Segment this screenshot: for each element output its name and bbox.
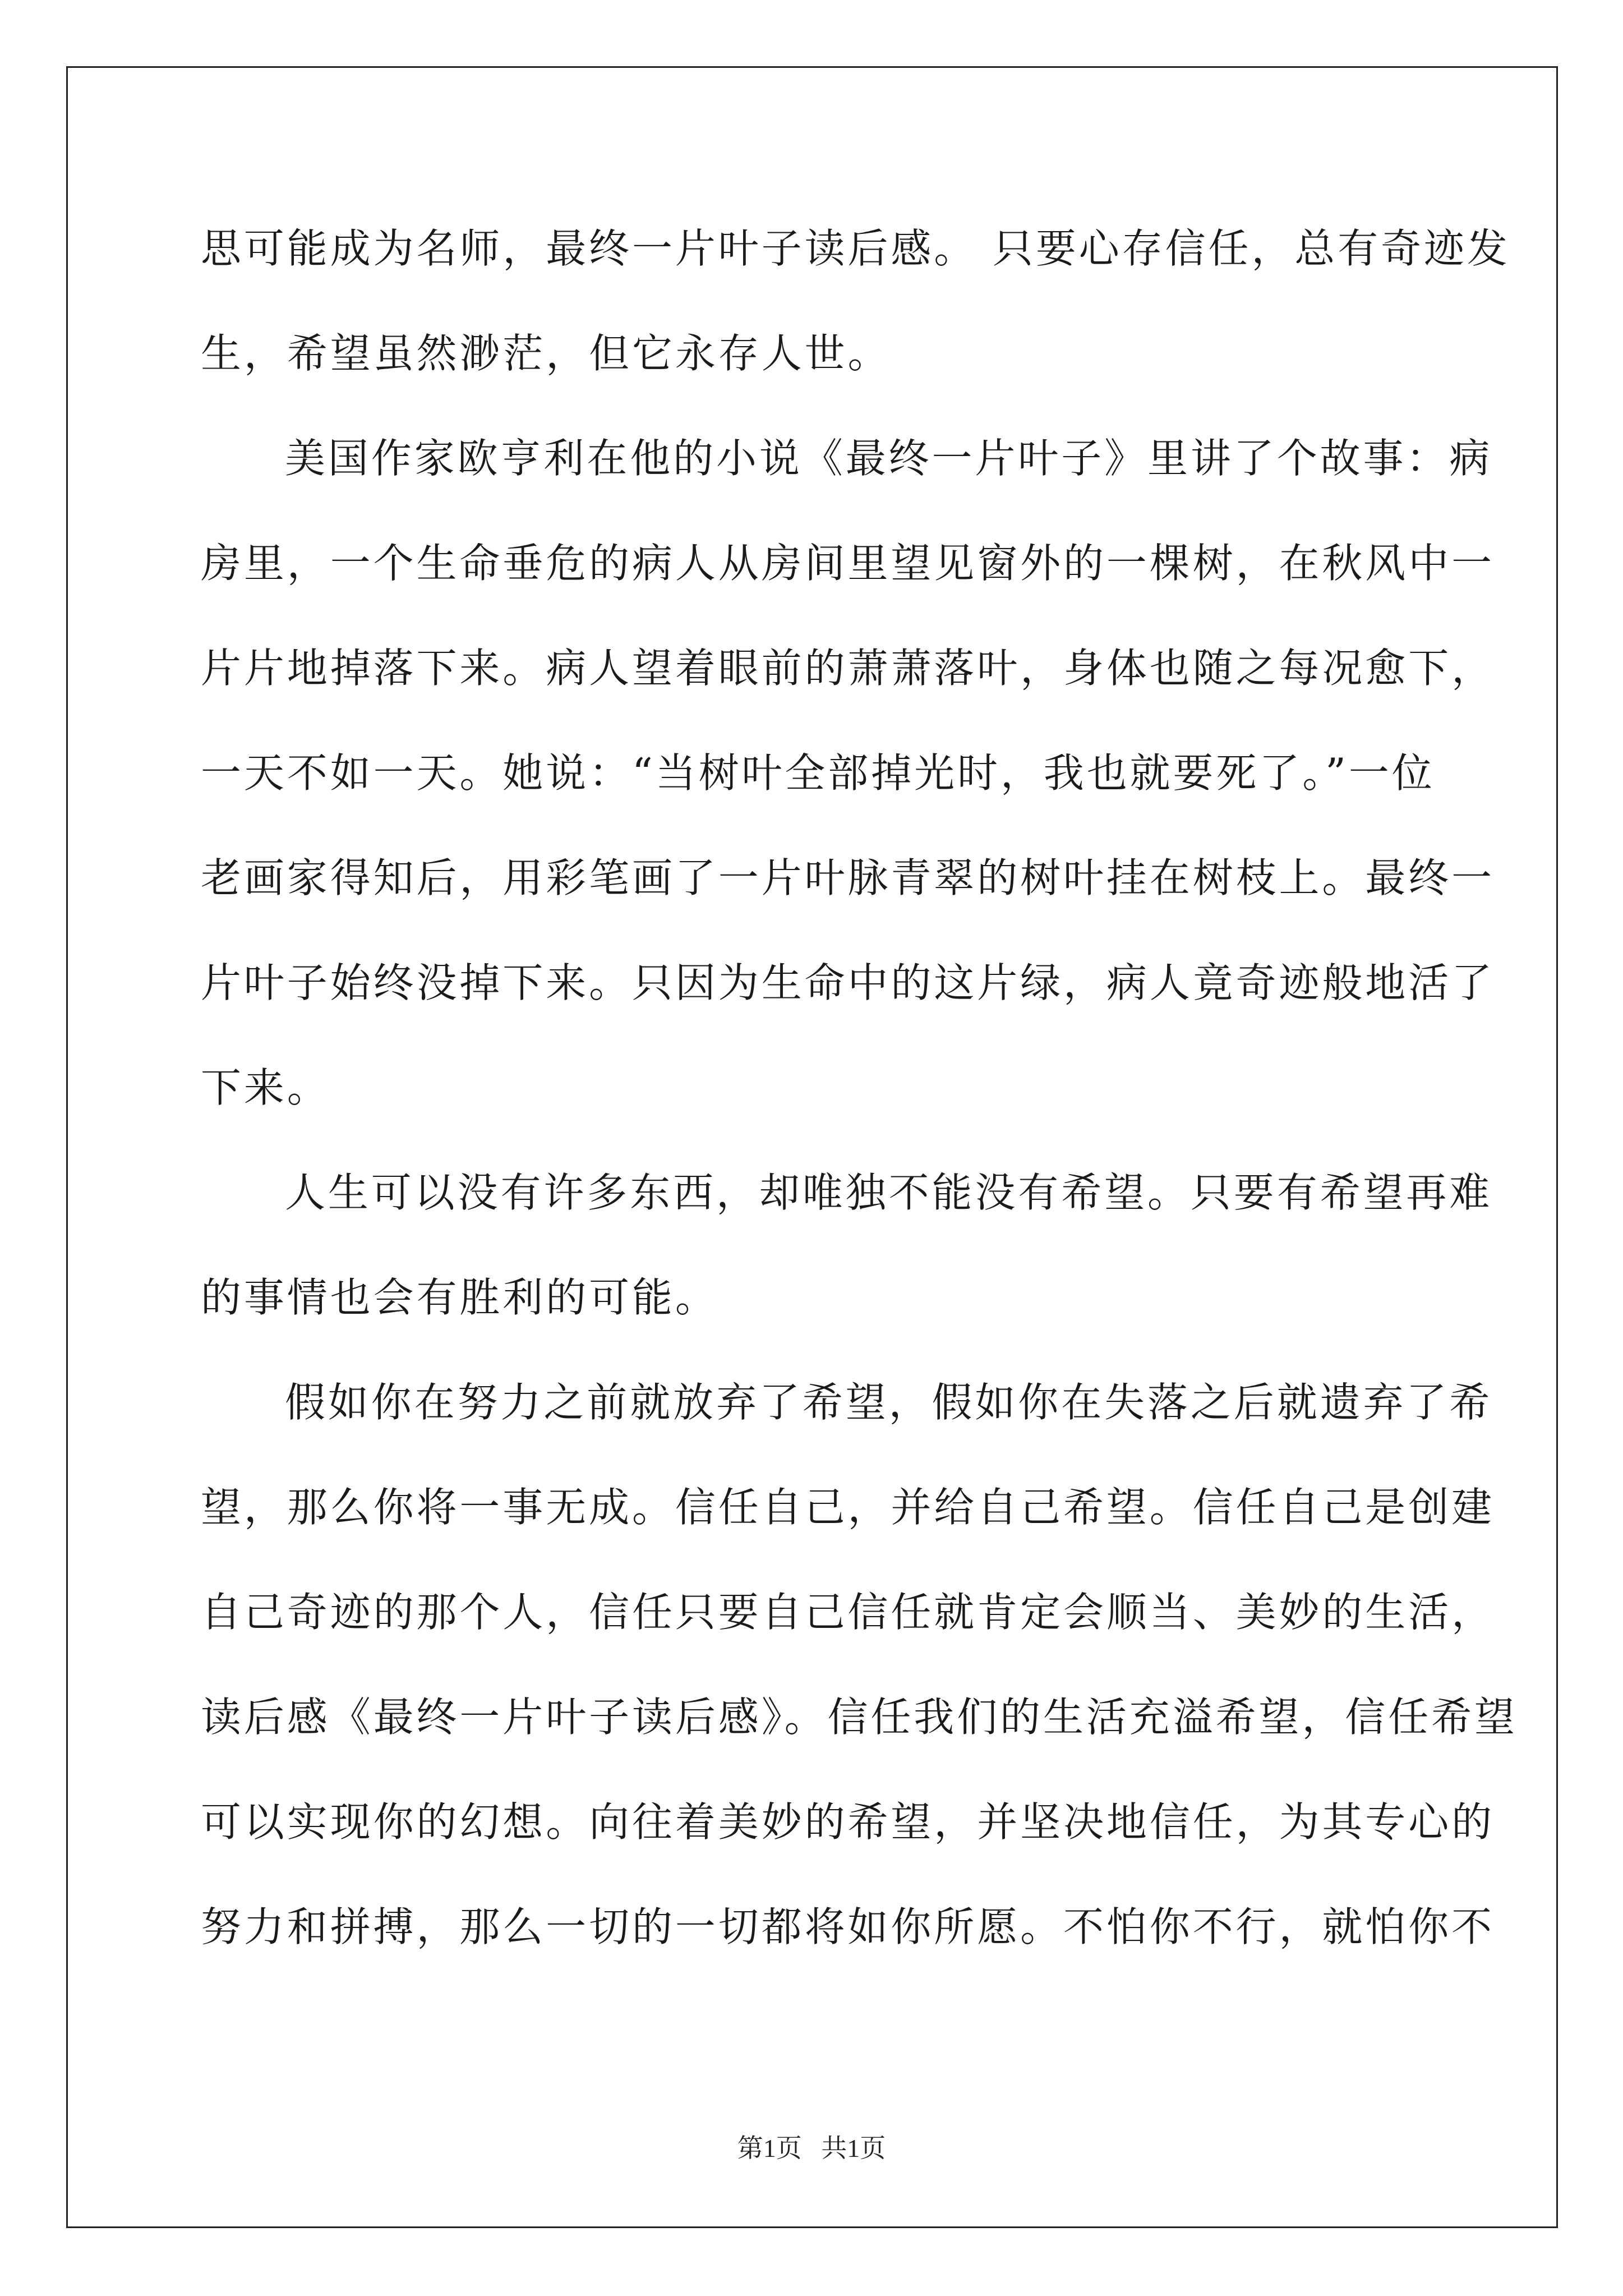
text-line: 生，希望虽然渺茫，但它永存人世。 <box>201 330 891 377</box>
text-line: 的事情也会有胜利的可能。 <box>201 1274 718 1321</box>
text-line: 读后感《最终一片叶子读后感》。信任我们的生活充溢希望，信任希望 <box>201 1694 1518 1741</box>
text-line: 房里，一个生命垂危的病人从房间里望见窗外的一棵树，在秋风中一 <box>201 540 1495 587</box>
page-footer <box>0 2132 1623 2165</box>
text-line: 片叶子始终没掉下来。只因为生命中的这片绿，病人竟奇迹般地活了 <box>201 959 1495 1006</box>
text-line: 老画家得知后，用彩笔画了一片叶脉青翠的树叶挂在树枝上。最终一 <box>201 854 1495 901</box>
text-line: 片片地掉落下来。病人望着眼前的萧萧落叶，身体也随之每况愈下， <box>201 645 1495 692</box>
document-body <box>201 196 1518 1980</box>
text-line: 努力和拼搏，那么一切的一切都将如你所愿。不怕你不行，就怕你不 <box>201 1903 1495 1950</box>
text-line: 思可能成为名师，最终一片叶子读后感。 只要心存信任，总有奇迹发 <box>201 225 1510 272</box>
text-line: 一天不如一天。她说：“当树叶全部掉光时，我也就要死了。”一位 <box>201 749 1435 797</box>
text-line: 美国作家欧亨利在他的小说《最终一片叶子》里讲了个故事：病 <box>285 435 1493 482</box>
text-line: 人生可以没有许多东西，却唯独不能没有希望。只要有希望再难 <box>285 1169 1493 1216</box>
text-line: 望，那么你将一事无成。信任自己，并给自己希望。信任自己是创建 <box>201 1484 1495 1531</box>
text-line: 假如你在努力之前就放弃了希望，假如你在失落之后就遗弃了希 <box>285 1379 1493 1426</box>
page-number: 第1页 共1页 <box>737 2134 886 2162</box>
text-line: 下来。 <box>201 1064 330 1111</box>
text-line: 自己奇迹的那个人，信任只要自己信任就肯定会顺当、美妙的生活， <box>201 1589 1495 1636</box>
text-line: 可以实现你的幻想。向往着美妙的希望，并坚决地信任，为其专心的 <box>201 1798 1495 1846</box>
